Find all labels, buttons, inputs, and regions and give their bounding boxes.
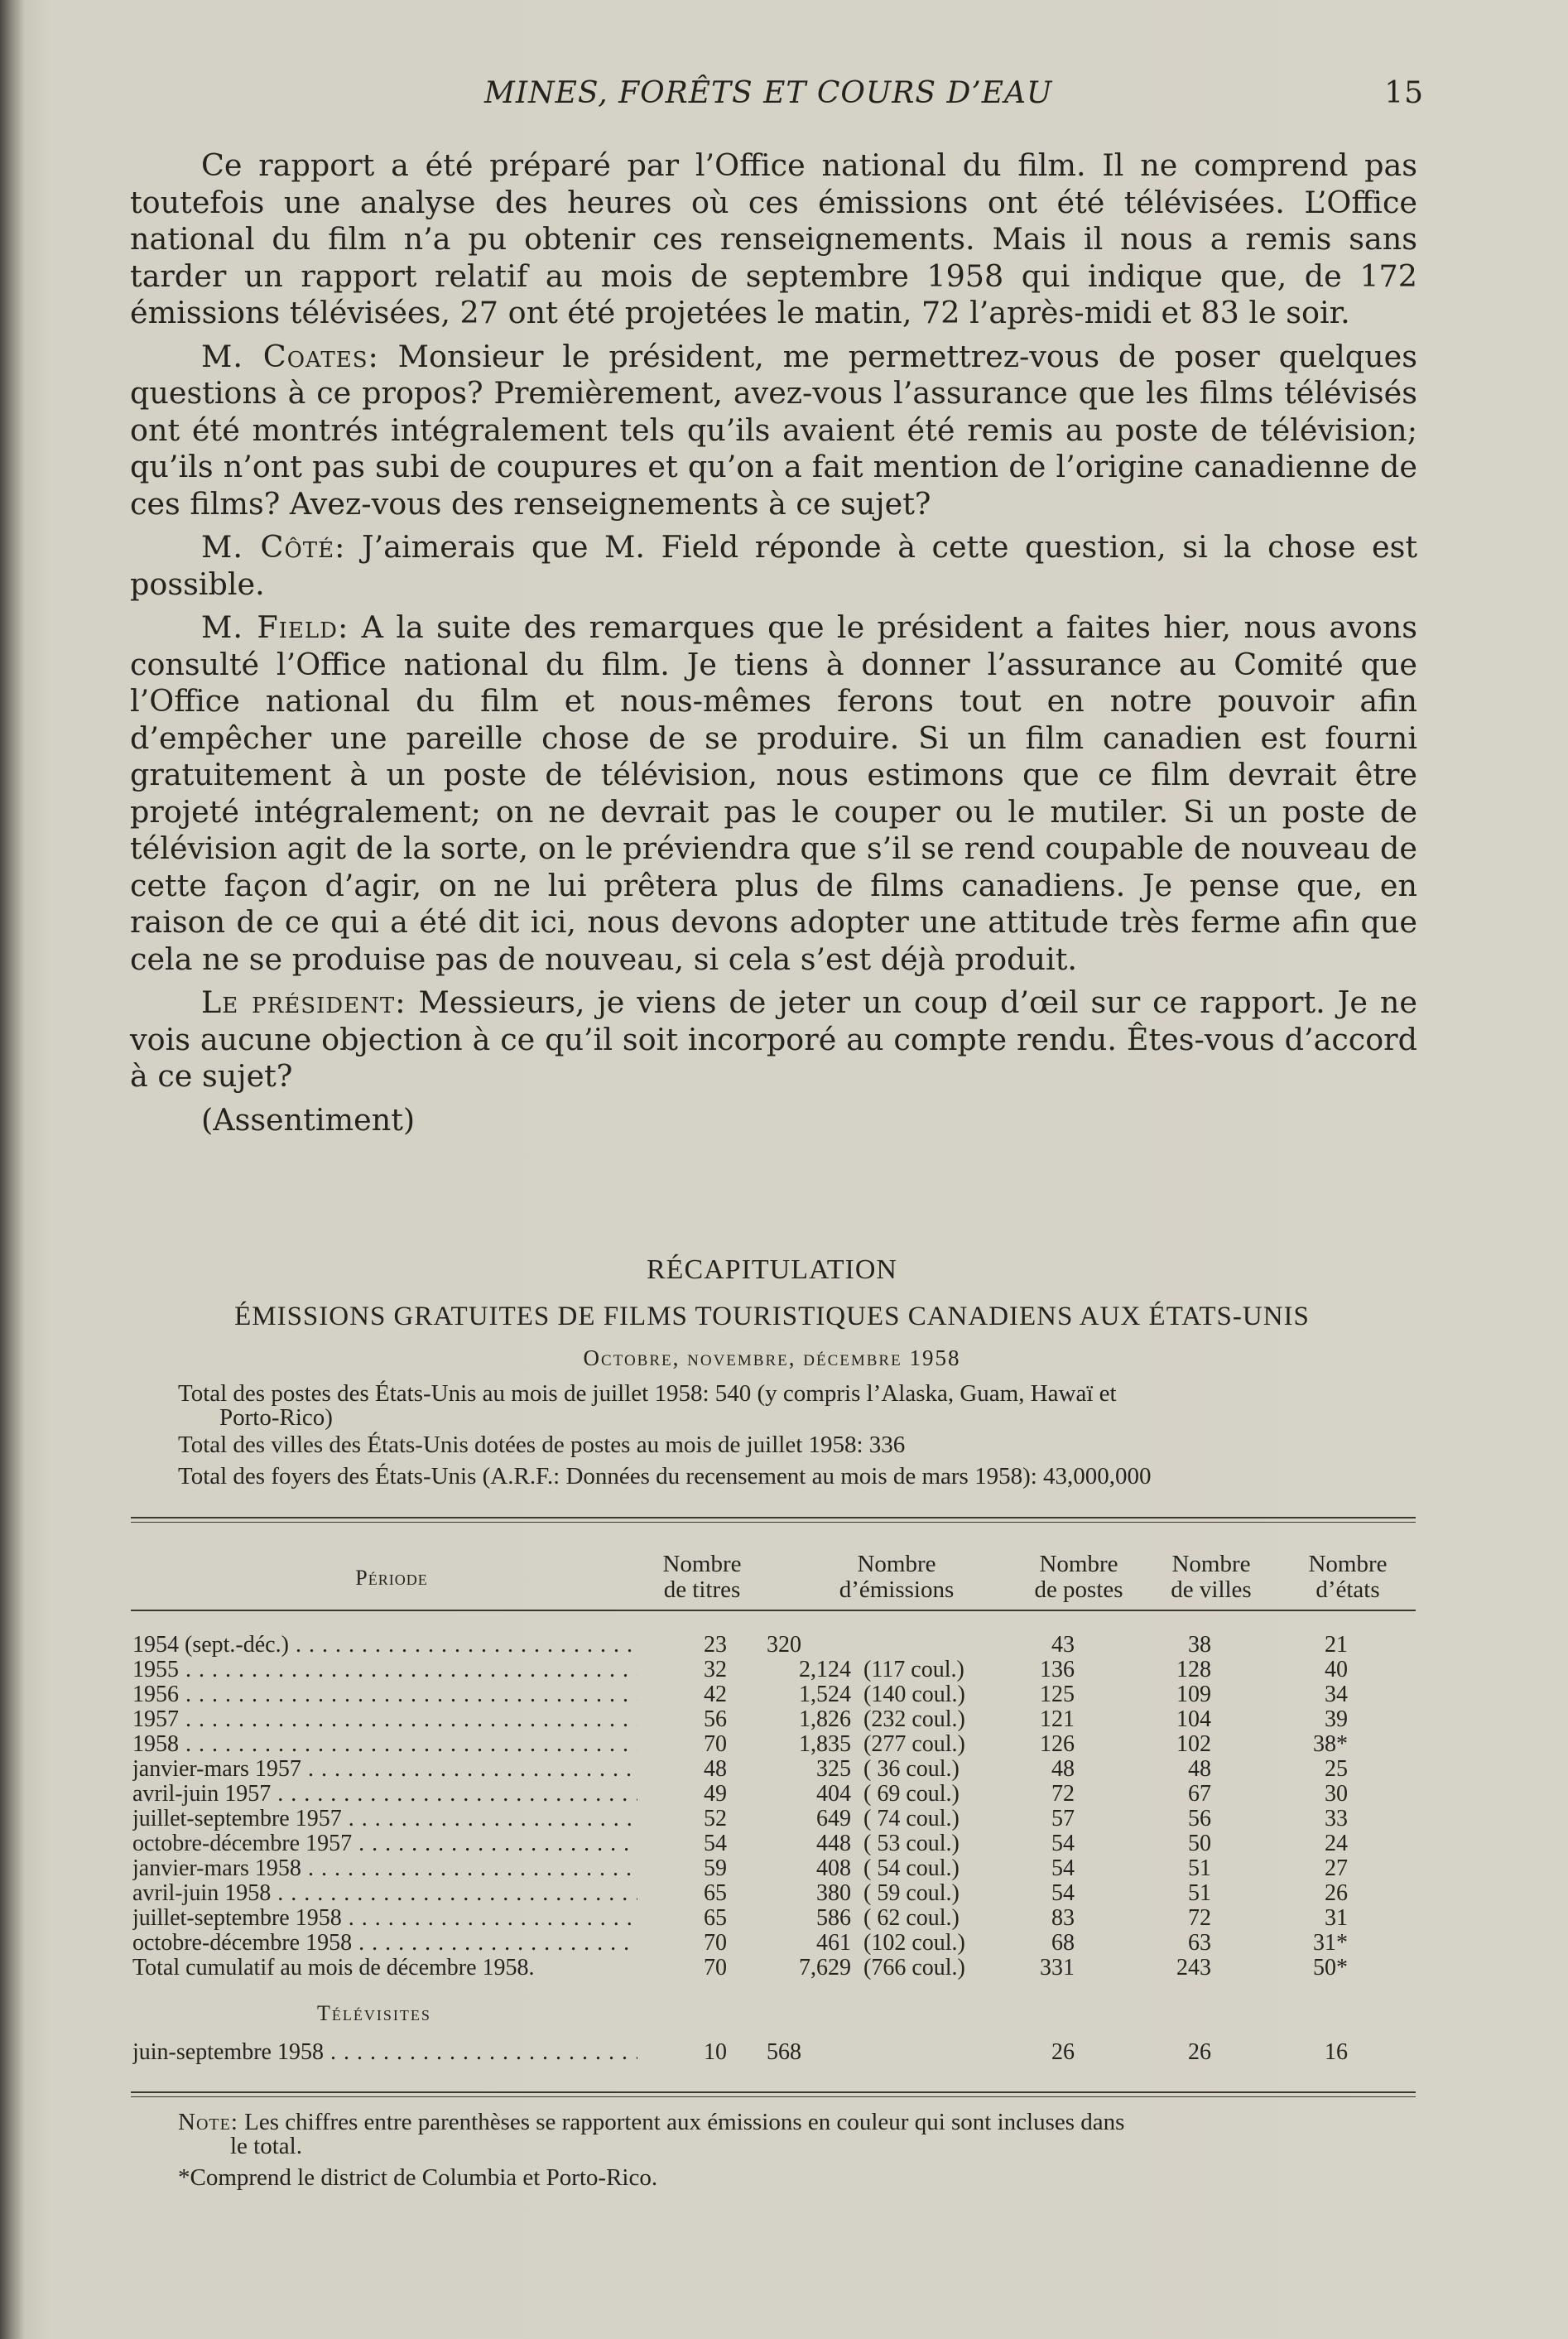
cell-postes: 331 xyxy=(1040,1955,1075,1980)
cell-etats: 30 xyxy=(1325,1781,1348,1807)
recap-subheading: ÉMISSIONS GRATUITES DE FILMS TOURISTIQUES CANADIENS AUX ÉTATS-UNIS xyxy=(234,1302,1310,1331)
header-etats xyxy=(1290,1552,1406,1603)
cell-villes: 48 xyxy=(1188,1756,1211,1782)
cell-postes: 121 xyxy=(1040,1706,1075,1732)
cell-etats: 34 xyxy=(1325,1682,1348,1707)
cell-periode: janvier-mars 1958 . . . xyxy=(132,1856,637,1881)
cell-villes: 128 xyxy=(1176,1657,1211,1682)
cell-emissions: 1,524 xyxy=(799,1682,851,1707)
cell-titres: 65 xyxy=(704,1880,727,1906)
cell-couleur: ( 69 coul.) xyxy=(863,1781,960,1807)
cell-periode: 1954 (sept.-déc.) . . . xyxy=(132,1633,637,1658)
cell-etats: 31 xyxy=(1325,1905,1348,1931)
cell-titres: 70 xyxy=(704,1930,727,1956)
speaker-name: M. Coates: xyxy=(201,338,379,374)
paragraph-text: A la suite des remarques que le président a faites hier, nous avons consulté l’Office national du film. Je tiens à donner l’assurance au Comité que l’Office national du film et nous-mêmes ferons tout en notre pouvoir afin d’empêcher une pareille chose de se produire. Si un film canadien est fourni gratuitement à un poste de télévision, nous estimons que ce film devrait être projeté intégralement; on ne devrait pas le couper ou le mutiler. Si un poste de télévision agit de la sorte, on le préviendra que s’il se rend coupable de nouveau de cette façon d’agir, on ne lui prêtera plus de films canadiens. Je pense que, en raison de ce qui a été dit ici, nous devons adopter une attitude très ferme afin que cela ne se produise pas de nouveau, si cela s’est déjà produit. xyxy=(130,609,1418,977)
paragraph-text: Ce rapport a été préparé par l’Office national du film. Il ne comprend pas toutefois une analyse des heures où ces émissions ont été télévisées. L’Office national du film n’a pu obtenir ces renseignements. Mais il nous a remis sans tarder un rapport relatif au mois de septembre 1958 qui indique que, de 172 émissions télévisées, 27 ont été projetées le matin, 72 l’après-midi et 83 le soir. xyxy=(130,147,1417,330)
cell-titres: 10 xyxy=(704,2039,727,2065)
header-postes xyxy=(1021,1552,1137,1603)
cell-couleur: (277 coul.) xyxy=(863,1731,965,1757)
header-etats-line2: d’états xyxy=(1315,1576,1380,1603)
paragraph xyxy=(130,984,1417,1095)
cell-couleur: ( 53 coul.) xyxy=(863,1831,960,1856)
cell-couleur: ( 74 coul.) xyxy=(863,1806,960,1831)
cell-etats: 39 xyxy=(1325,1706,1348,1732)
header-villes xyxy=(1153,1552,1269,1603)
cell-couleur: (232 coul.) xyxy=(863,1706,965,1732)
header-titres xyxy=(648,1552,756,1603)
cell-postes: 43 xyxy=(1051,1632,1075,1658)
cell-periode: avril-juin 1957 . . . xyxy=(132,1782,637,1807)
paragraph xyxy=(130,1102,1417,1139)
cell-emissions: 2,124 xyxy=(799,1657,851,1682)
paragraph xyxy=(130,147,1417,332)
cell-postes: 126 xyxy=(1040,1731,1075,1757)
cell-titres: 48 xyxy=(704,1756,727,1782)
note-label: Note: xyxy=(178,2109,238,2135)
cell-villes: 67 xyxy=(1188,1781,1211,1807)
cell-titres: 54 xyxy=(704,1831,727,1856)
cell-titres: 70 xyxy=(704,1731,727,1757)
table-row xyxy=(131,1831,1416,1856)
cell-titres: 42 xyxy=(704,1682,727,1707)
header-postes-line1: Nombre xyxy=(1039,1551,1118,1577)
cell-couleur: ( 62 coul.) xyxy=(863,1905,960,1931)
body-text xyxy=(130,147,1417,1145)
header-title: MINES, FORÊTS ET COURS D’EAU xyxy=(484,76,1053,110)
header-periode: Période xyxy=(355,1566,428,1590)
info-total-postes-cont: Porto-Rico) xyxy=(219,1404,333,1431)
cell-emissions: 649 xyxy=(816,1806,851,1831)
running-header xyxy=(132,76,1424,118)
cell-villes: 102 xyxy=(1176,1731,1211,1757)
paragraph xyxy=(130,339,1417,523)
header-emissions-line2: d’émissions xyxy=(839,1576,955,1603)
cell-emissions: 448 xyxy=(816,1831,851,1856)
televisites-subheading: Télévisites xyxy=(317,2001,431,2025)
cell-periode: 1957 . . . xyxy=(132,1707,637,1732)
cell-postes: 83 xyxy=(1051,1905,1075,1931)
cell-villes: 51 xyxy=(1188,1880,1211,1906)
cell-villes: 26 xyxy=(1188,2039,1211,2065)
header-villes-line2: de villes xyxy=(1171,1576,1252,1603)
paragraph-text: (Assentiment) xyxy=(201,1101,416,1138)
cell-emissions: 325 xyxy=(816,1756,851,1782)
header-titres-line1: Nombre xyxy=(662,1551,742,1577)
table-row-televisites xyxy=(131,2040,1416,2065)
cell-titres: 32 xyxy=(704,1657,727,1682)
cell-emissions: 1,835 xyxy=(799,1731,851,1757)
header-emissions-line1: Nombre xyxy=(857,1551,936,1577)
cell-couleur: ( 54 coul.) xyxy=(863,1855,960,1881)
cell-postes: 125 xyxy=(1040,1682,1075,1707)
recap-heading: RÉCAPITULATION xyxy=(647,1254,897,1285)
cell-emissions: 461 xyxy=(816,1930,851,1956)
cell-emissions: 7,629 xyxy=(799,1955,851,1980)
speaker-name: M. Field: xyxy=(201,609,349,645)
cell-couleur: (102 coul.) xyxy=(863,1930,965,1956)
cell-postes: 136 xyxy=(1040,1657,1075,1682)
cell-couleur: ( 36 coul.) xyxy=(863,1756,960,1782)
cell-etats: 38* xyxy=(1313,1731,1348,1757)
cell-villes: 51 xyxy=(1188,1855,1211,1881)
speaker-name: Le président: xyxy=(201,984,406,1020)
cell-postes: 54 xyxy=(1051,1880,1075,1906)
table-row xyxy=(131,1757,1416,1782)
cell-titres: 59 xyxy=(704,1855,727,1881)
note-line-cont: le total. xyxy=(230,2133,302,2159)
cell-periode: 1956 . . . xyxy=(132,1682,637,1707)
cell-periode: Total cumulatif au mois de décembre 1958. xyxy=(132,1956,535,1980)
paragraph-text: J’aimerais que M. Field réponde à cette question, si la chose est possible. xyxy=(130,529,1417,602)
cell-villes: 50 xyxy=(1188,1831,1211,1856)
info-total-foyers: Total des foyers des États-Unis (A.R.F.: Données du recensement au mois de mars 1958): 43,000,000 xyxy=(178,1463,1152,1490)
cell-villes: 56 xyxy=(1188,1806,1211,1831)
header-emissions xyxy=(814,1552,979,1603)
table-row xyxy=(131,1807,1416,1831)
cell-titres: 23 xyxy=(704,1632,727,1658)
table-row xyxy=(131,1658,1416,1682)
cell-postes: 57 xyxy=(1051,1806,1075,1831)
table-row xyxy=(131,1682,1416,1707)
header-etats-line1: Nombre xyxy=(1308,1551,1388,1577)
cell-villes: 243 xyxy=(1176,1955,1211,1980)
cell-couleur: (766 coul.) xyxy=(863,1955,965,1980)
cell-etats: 21 xyxy=(1325,1632,1348,1658)
table-row xyxy=(131,1633,1416,1658)
cell-periode: 1958 . . . xyxy=(132,1732,637,1757)
cell-etats: 27 xyxy=(1325,1855,1348,1881)
table-top-rule-thin xyxy=(131,1522,1416,1523)
cell-villes: 104 xyxy=(1176,1706,1211,1732)
table-row xyxy=(131,1881,1416,1906)
cell-emissions: 1,826 xyxy=(799,1706,851,1732)
cell-emissions: 320 xyxy=(767,1632,801,1658)
cell-titres: 49 xyxy=(704,1781,727,1807)
cell-couleur: (140 coul.) xyxy=(863,1682,965,1707)
table-row xyxy=(131,1732,1416,1757)
table-header-rule xyxy=(131,1610,1416,1611)
cell-emissions: 586 xyxy=(816,1905,851,1931)
table-top-rule xyxy=(131,1517,1416,1518)
page-number: 15 xyxy=(1384,76,1424,110)
cell-periode: 1955 . . . xyxy=(132,1658,637,1682)
cell-postes: 54 xyxy=(1051,1831,1075,1856)
cell-etats: 33 xyxy=(1325,1806,1348,1831)
recap-period: Octobre, novembre, décembre 1958 xyxy=(583,1345,961,1370)
cell-etats: 24 xyxy=(1325,1831,1348,1856)
paragraph-text: Monsieur le président, me permettrez-vous de poser quelques questions à ce propos? Premièrement, avez-vous l’assurance que les films télévisés ont été montrés intégralement tels qu’ils avaient été remis au poste de télévision; qu’ils n’ont pas subi de coupures et qu’on a fait mention de l’origine canadienne de ces films? Avez-vous des renseignements à ce sujet? xyxy=(130,338,1417,522)
cell-villes: 72 xyxy=(1188,1905,1211,1931)
cell-periode: octobre-décembre 1958 . . . xyxy=(132,1931,637,1956)
header-titres-line2: de titres xyxy=(663,1576,741,1603)
cell-emissions: 404 xyxy=(816,1781,851,1807)
cell-postes: 54 xyxy=(1051,1855,1075,1881)
cell-couleur: ( 59 coul.) xyxy=(863,1880,960,1906)
paragraph xyxy=(130,609,1417,978)
cell-emissions: 380 xyxy=(816,1880,851,1906)
table-row xyxy=(131,1931,1416,1956)
cell-postes: 48 xyxy=(1051,1756,1075,1782)
table-bottom-rule-thin xyxy=(131,2096,1416,2097)
cell-periode: janvier-mars 1957 . . . xyxy=(132,1757,637,1782)
cell-periode: juillet-septembre 1958 . . . xyxy=(132,1906,637,1931)
cell-titres: 65 xyxy=(704,1905,727,1931)
table-bottom-rule xyxy=(131,2091,1416,2093)
cell-etats: 40 xyxy=(1325,1657,1348,1682)
paragraph-text: Messieurs, je viens de jeter un coup d’œil sur ce rapport. Je ne vois aucune objection à ce qu’il soit incorporé au compte rendu. Êtes-vous d’accord à ce sujet? xyxy=(130,984,1417,1094)
info-total-villes: Total des villes des États-Unis dotées de postes au mois de juillet 1958: 336 xyxy=(178,1432,906,1458)
cell-emissions: 408 xyxy=(816,1855,851,1881)
speaker-name: M. Côté: xyxy=(201,529,346,565)
cell-postes: 68 xyxy=(1051,1930,1075,1956)
table-row-total xyxy=(131,1956,1416,1980)
cell-titres: 70 xyxy=(704,1955,727,1980)
cell-etats: 25 xyxy=(1325,1756,1348,1782)
table-row xyxy=(131,1906,1416,1931)
note-line xyxy=(178,2110,1420,2134)
cell-villes: 63 xyxy=(1188,1930,1211,1956)
cell-etats: 26 xyxy=(1325,1880,1348,1906)
header-villes-line1: Nombre xyxy=(1171,1551,1251,1577)
cell-couleur: (117 coul.) xyxy=(863,1657,964,1682)
cell-titres: 52 xyxy=(704,1806,727,1831)
note-text: Les chiffres entre parenthèses se rapportent aux émissions en couleur qui sont incluses dans xyxy=(238,2109,1125,2135)
info-total-postes: Total des postes des États-Unis au mois de juillet 1958: 540 (y compris l’Alaska, Guam, Hawaï et xyxy=(178,1380,1117,1407)
cell-emissions: 568 xyxy=(767,2039,801,2065)
table-row xyxy=(131,1782,1416,1807)
cell-etats: 50* xyxy=(1313,1955,1348,1980)
cell-postes: 26 xyxy=(1051,2039,1075,2065)
cell-postes: 72 xyxy=(1051,1781,1075,1807)
cell-periode: juin-septembre 1958 . . . xyxy=(132,2040,637,2065)
cell-etats: 31* xyxy=(1313,1930,1348,1956)
header-postes-line2: de postes xyxy=(1034,1576,1123,1603)
table-row xyxy=(131,1856,1416,1881)
cell-etats: 16 xyxy=(1325,2039,1348,2065)
paragraph xyxy=(130,529,1417,603)
cell-villes: 109 xyxy=(1176,1682,1211,1707)
footnote: *Comprend le district de Columbia et Porto-Rico. xyxy=(178,2164,658,2191)
table-row xyxy=(131,1707,1416,1732)
cell-titres: 56 xyxy=(704,1706,727,1732)
cell-periode: octobre-décembre 1957 . . . xyxy=(132,1831,637,1856)
cell-periode: avril-juin 1958 . . . xyxy=(132,1881,637,1906)
cell-villes: 38 xyxy=(1188,1632,1211,1658)
cell-periode: juillet-septembre 1957 . . . xyxy=(132,1807,637,1831)
